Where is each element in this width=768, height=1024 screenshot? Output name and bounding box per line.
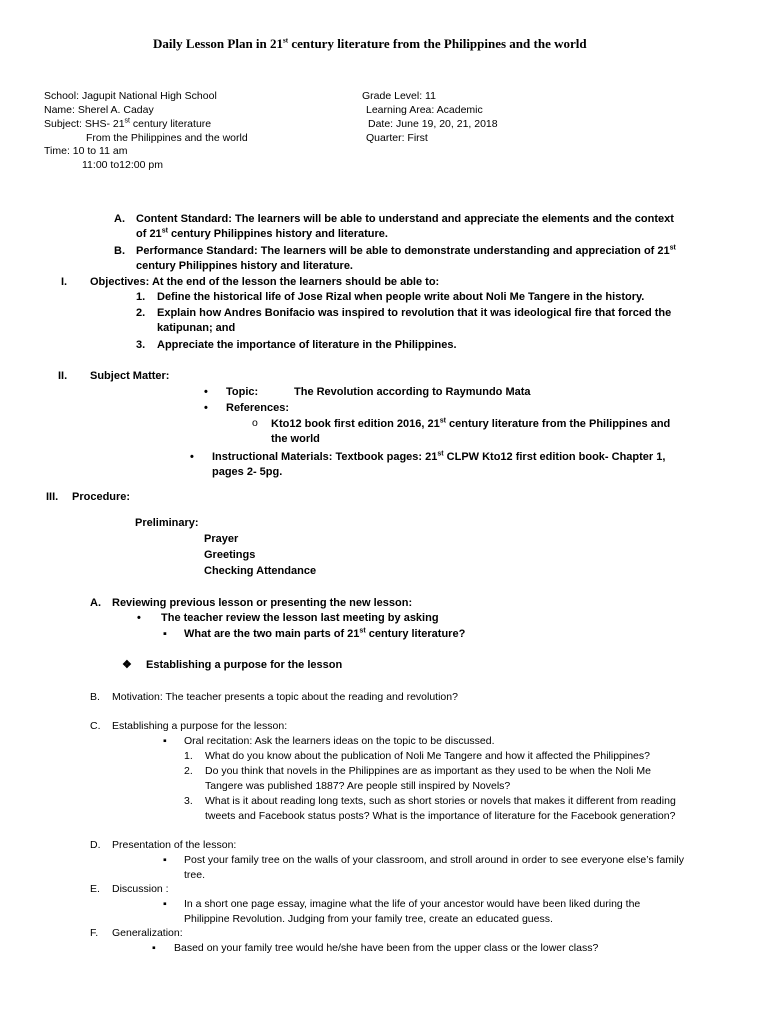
- objective-number: 1.: [136, 291, 146, 303]
- question-number: 3.: [184, 795, 193, 807]
- procedure-b-marker: B.: [90, 691, 100, 703]
- diamond-bullet-icon: ❖: [122, 659, 132, 671]
- square-bullet-icon: ▪: [152, 942, 156, 954]
- square-bullet-icon: ▪: [163, 898, 167, 910]
- instructional-materials: Instructional Materials: Textbook pages: 21st CLPW Kto12 first edition book- Chapter 1,: [212, 450, 666, 463]
- preliminary-item: Greetings: [204, 549, 256, 561]
- question-number: 1.: [184, 750, 193, 762]
- objectives-marker: I.: [61, 276, 68, 288]
- discussion-text: Discussion :: [112, 883, 169, 895]
- presentation-text: Presentation of the lesson:: [112, 839, 237, 851]
- references-label: References:: [226, 402, 289, 414]
- subject-matter-heading: Subject Matter:: [90, 370, 170, 382]
- procedure-heading: Procedure:: [72, 491, 131, 503]
- question-item: Do you think that novels in the Philippines are as important as they used to be when the Noli Me: [205, 765, 651, 777]
- oral-recitation-text: Oral recitation: Ask the learners ideas on the topic to be discussed.: [184, 735, 495, 747]
- reference-item-cont: the world: [271, 433, 320, 445]
- square-bullet-icon: ▪: [163, 735, 167, 747]
- content-standard: Content Standard: The learners will be able to understand and appreciate the elements and the context: [136, 213, 674, 225]
- procedure-f-marker: F.: [90, 927, 99, 939]
- learning-area-field: Learning Area: Academic: [366, 104, 483, 116]
- procedure-a-marker: A.: [90, 597, 101, 609]
- subject-continued: From the Philippines and the world: [86, 132, 248, 144]
- square-bullet-icon: ▪: [163, 854, 167, 866]
- question-item-cont: tweets and Facebook status posts? What is the importance of literature for the Facebook generation?: [205, 810, 676, 822]
- time-field: Time: 10 to 11 am: [44, 145, 128, 157]
- procedure-d-marker: D.: [90, 839, 101, 851]
- procedure-marker: III.: [46, 491, 59, 503]
- performance-standard-cont: century Philippines history and literature.: [136, 260, 353, 272]
- motivation-text: Motivation: The teacher presents a topic about the reading and revolution?: [112, 691, 458, 703]
- bullet-icon: •: [137, 612, 141, 624]
- bullet-icon: •: [204, 386, 208, 398]
- subject-field: Subject: SHS- 21st century literature: [44, 117, 212, 130]
- bullet-icon: •: [190, 451, 194, 463]
- question-item-cont: Tangere was published 1887? Are people still inspired by Novels?: [205, 780, 511, 792]
- objective-item: Define the historical life of Jose Rizal when people write about Noli Me Tangere in the history.: [157, 291, 645, 303]
- subject-matter-marker: II.: [58, 370, 68, 382]
- square-bullet-icon: ▪: [163, 628, 167, 640]
- content-standard-cont: of 21st century Philippines history and literature.: [136, 227, 388, 240]
- date-field: Date: June 19, 20, 21, 2018: [368, 118, 498, 130]
- reference-item: Kto12 book first edition 2016, 21st century literature from the Philippines and: [271, 417, 671, 430]
- topic-label: Topic:: [226, 386, 259, 398]
- procedure-a-question: What are the two main parts of 21st century literature?: [184, 627, 466, 640]
- grade-level-field: Grade Level: 11: [362, 90, 436, 102]
- preliminary-heading: Preliminary:: [135, 517, 199, 529]
- circle-bullet-icon: o: [252, 417, 258, 429]
- preliminary-item: Checking Attendance: [204, 565, 317, 577]
- time-field-2: 11:00 to12:00 pm: [82, 159, 163, 171]
- procedure-c-marker: C.: [90, 720, 101, 732]
- procedure-a-bullet: The teacher review the lesson last meeting by asking: [161, 612, 439, 624]
- school-field: School: Jagupit National High School: [44, 90, 217, 102]
- objective-number: 3.: [136, 339, 146, 351]
- question-number: 2.: [184, 765, 193, 777]
- standard-a-marker: A.: [114, 213, 125, 225]
- procedure-a-heading: Reviewing previous lesson or presenting the new lesson:: [112, 597, 413, 609]
- establishing-purpose-text: Establishing a purpose for the lesson:: [112, 720, 288, 732]
- discussion-bullet-cont: Philippine Revolution. Judging from your family tree, create an educated guess.: [184, 913, 553, 925]
- standard-b-marker: B.: [114, 245, 125, 257]
- question-item: What is it about reading long texts, such as short stories or novels that makes it different from reading: [205, 795, 676, 807]
- presentation-bullet: Post your family tree on the walls of your classroom, and stroll around in order to see everyone else’s family: [184, 854, 684, 866]
- question-item: What do you know about the publication of Noli Me Tangere and how it affected the Philippines?: [205, 750, 650, 762]
- instructional-materials-cont: pages 2- 5pg.: [212, 466, 283, 478]
- performance-standard: Performance Standard: The learners will be able to demonstrate understanding and appreciation of 21st: [136, 244, 676, 257]
- bullet-icon: •: [204, 402, 208, 414]
- name-field: Name: Sherel A. Caday: [44, 104, 154, 116]
- purpose-heading: Establishing a purpose for the lesson: [146, 659, 343, 671]
- generalization-bullet: Based on your family tree would he/she have been from the upper class or the lower class?: [174, 942, 599, 954]
- topic-value: The Revolution according to Raymundo Mata: [294, 386, 531, 398]
- procedure-e-marker: E.: [90, 883, 100, 895]
- objectives-heading: Objectives: At the end of the lesson the learners should be able to:: [90, 276, 440, 288]
- objective-item: Appreciate the importance of literature in the Philippines.: [157, 339, 457, 351]
- objective-number: 2.: [136, 307, 146, 319]
- generalization-text: Generalization:: [112, 927, 183, 939]
- discussion-bullet: In a short one page essay, imagine what the life of your ancestor would have been liked during the: [184, 898, 641, 910]
- presentation-bullet-cont: tree.: [184, 869, 206, 881]
- quarter-field: Quarter: First: [366, 132, 428, 144]
- objective-item-cont: katipunan; and: [157, 322, 236, 334]
- objective-item: Explain how Andres Bonifacio was inspired to revolution that it was ideological fire that forced the: [157, 307, 672, 319]
- page-title: Daily Lesson Plan in 21st century literature from the Philippines and the world: [153, 36, 587, 51]
- preliminary-item: Prayer: [204, 533, 239, 545]
